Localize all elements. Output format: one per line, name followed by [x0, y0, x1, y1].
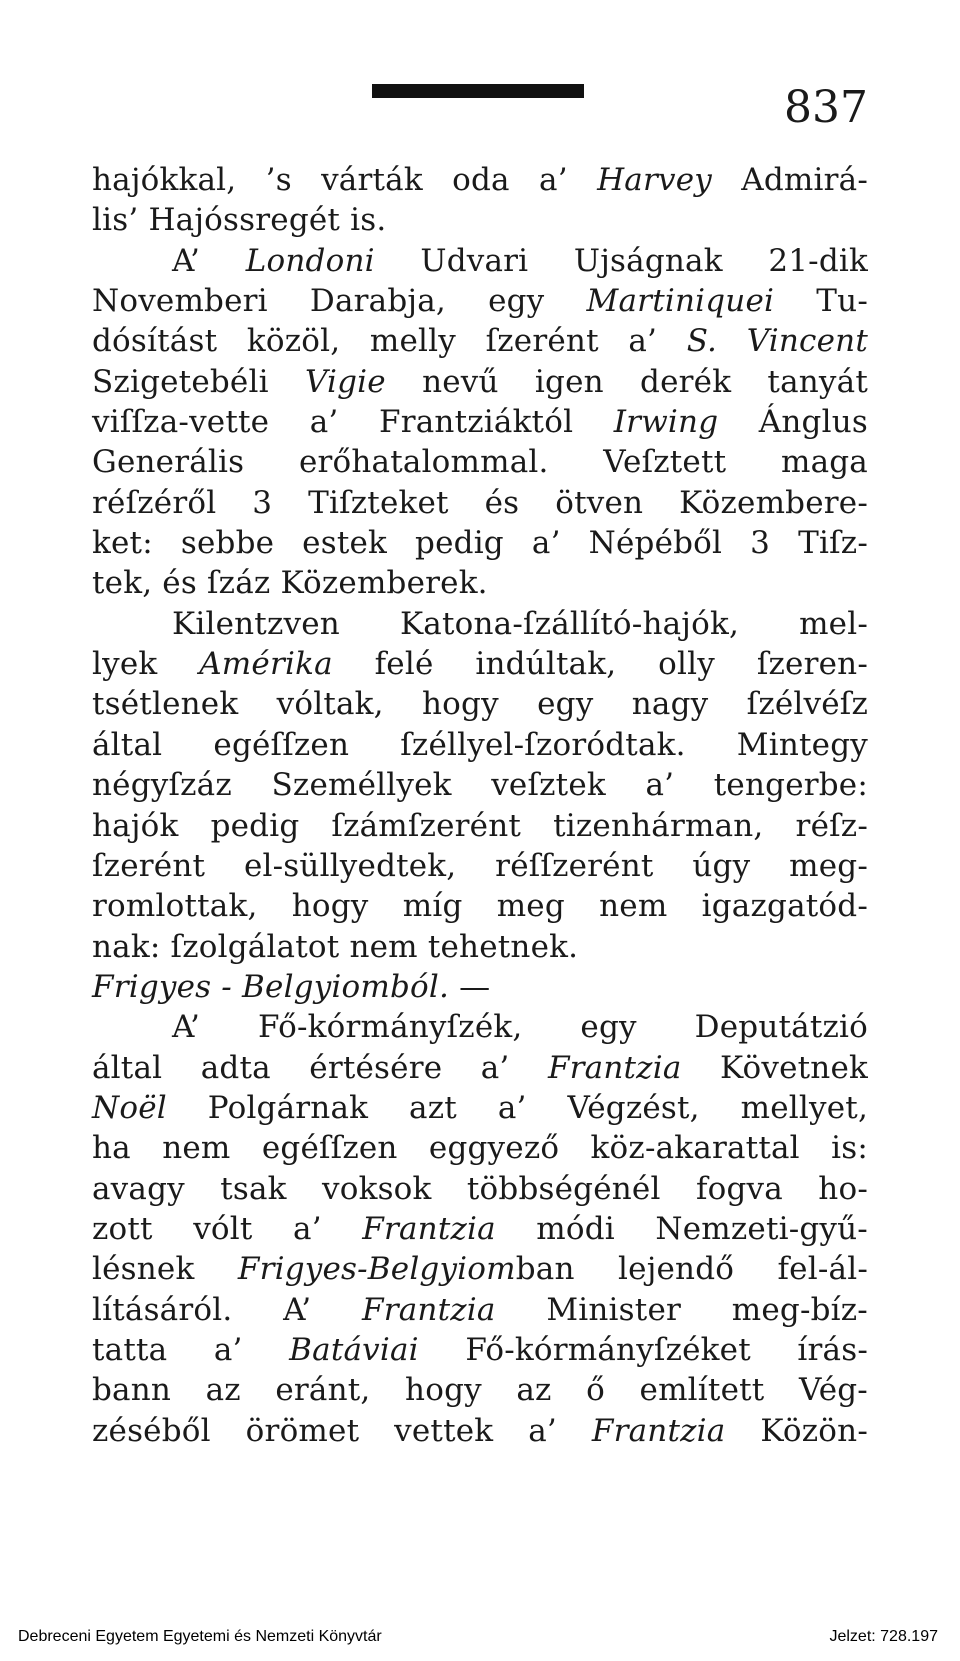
text-run: lis’ Hajóssregét is.: [92, 202, 387, 239]
text-run: bann az eránt, hogy az ő említett Vég-: [92, 1372, 868, 1409]
text-run: avagy tsak voksok többségénél fogva ho-: [92, 1170, 868, 1207]
text-line: [92, 1088, 868, 1128]
text-line: [92, 725, 868, 765]
text-line: [92, 483, 868, 523]
text-run: Fő-kórmányſzéket írás-: [418, 1331, 868, 1368]
text-run: —: [449, 968, 491, 1005]
text-line: [92, 442, 868, 482]
italic-text: Irwing: [613, 404, 719, 441]
text-line: [92, 1370, 868, 1410]
text-line: [92, 765, 868, 805]
italic-text: Vigie: [304, 363, 386, 400]
text-line: [92, 362, 868, 402]
text-run: ſzerént el-süllyedtek, réſſzerént úgy meg-: [92, 847, 868, 884]
text-line: [92, 281, 868, 321]
text-run: Tu-: [774, 283, 868, 320]
text-line: [92, 1128, 868, 1168]
text-line: [92, 846, 868, 886]
text-run: zott vólt a’: [92, 1210, 363, 1247]
italic-text: Frantzia: [547, 1049, 682, 1086]
text-run: viſſza-vette a’ Frantziáktól: [92, 404, 614, 441]
italic-text: Frantzia: [362, 1291, 496, 1328]
page-number: 837: [784, 82, 868, 133]
italic-text: S. Vincent: [686, 323, 868, 360]
text-line: [92, 321, 868, 361]
text-run: A’ Fő-kórmányſzék, egy Deputátzió: [172, 1009, 868, 1046]
text-run: ban lejendő fel-ál-: [515, 1251, 868, 1288]
text-line: [92, 644, 868, 684]
text-line: [92, 563, 868, 603]
text-line: [92, 886, 868, 926]
text-line: [92, 523, 868, 563]
text-run: tek, és ſzáz Közemberek.: [92, 565, 488, 602]
text-line: [92, 402, 868, 442]
text-run: ha nem egéſſzen eggyező köz-akarattal is:: [92, 1130, 868, 1167]
italic-text: Frigyes-Belgyiom: [237, 1251, 516, 1288]
text-run: Ánglus: [718, 404, 868, 441]
text-line: [92, 160, 868, 200]
italic-text: Batáviai: [289, 1331, 419, 1368]
text-line: [92, 1048, 868, 1088]
text-line: [92, 604, 868, 644]
text-run: négyſzáz Személlyek veſztek a’ tengerbe:: [92, 767, 868, 804]
text-run: tsétlenek vóltak, hogy egy nagy ſzélvéſz: [92, 686, 868, 723]
italic-text: Frantzia: [591, 1412, 726, 1449]
text-run: hajókkal, ’s várták oda a’: [92, 162, 598, 198]
text-line: [92, 806, 868, 846]
text-run: Novemberi Darabja, egy: [92, 283, 587, 320]
text-run: lésnek: [92, 1251, 238, 1288]
text-run: Követnek: [681, 1049, 868, 1086]
text-run: Szigetebéli: [92, 363, 305, 400]
text-run: nak: ſzolgálatot nem tehetnek.: [92, 928, 579, 965]
text-run: tatta a’: [92, 1331, 290, 1368]
text-line: [92, 1249, 868, 1289]
text-line: [92, 1209, 868, 1249]
text-run: A’: [172, 242, 246, 279]
text-line: [92, 967, 868, 1007]
text-line: [92, 1290, 868, 1330]
text-run: lyek: [92, 646, 200, 683]
text-run: romlottak, hogy míg meg nem igazgatód-: [92, 888, 868, 925]
text-run: által adta értésére a’: [92, 1049, 548, 1086]
text-run: zéséből örömet vettek a’: [92, 1412, 592, 1449]
text-run: által egéſſzen ſzéllyel-ſzoródtak. Mintegy: [92, 726, 868, 763]
text-run: hajók pedig ſzámſzerént tizenhárman, réſz-: [92, 807, 868, 844]
italic-text: Frantzia: [362, 1210, 496, 1247]
body-text: [92, 160, 868, 1451]
shelfmark: Jelzet: 728.197: [829, 1628, 938, 1645]
text-line: [92, 927, 868, 967]
text-line: [92, 241, 868, 281]
italic-text: Noël: [92, 1089, 167, 1126]
text-run: Minister meg-bíz-: [495, 1291, 868, 1328]
italic-text: Harvey: [597, 162, 712, 198]
text-line: [92, 1411, 868, 1451]
italic-text: Amérika: [199, 646, 333, 683]
text-run: felé indúltak, olly ſzeren-: [332, 646, 868, 683]
text-line: [92, 1007, 868, 1047]
text-run: Kilentzven Katona-ſzállító-hajók, mel-: [172, 605, 868, 642]
text-run: Polgárnak azt a’ Végzést, mellyet,: [166, 1089, 868, 1126]
italic-text: Londoni: [245, 242, 375, 279]
text-line: [92, 684, 868, 724]
text-line: [92, 1169, 868, 1209]
text-run: Admirá-: [711, 162, 868, 198]
text-run: réſzéről 3 Tiſzteket és ötven Közembere-: [92, 484, 868, 521]
text-run: ket: sebbe estek pedig a’ Népéből 3 Tiſz-: [92, 525, 868, 562]
italic-text: Martiniquei: [586, 283, 775, 320]
text-line: [92, 1330, 868, 1370]
text-run: Generális erőhatalommal. Veſztett maga: [92, 444, 868, 481]
header-rule: [372, 84, 584, 98]
text-line: [92, 200, 868, 240]
text-run: módi Nemzeti-gyű-: [495, 1210, 868, 1247]
text-run: lításáról. A’: [92, 1291, 363, 1328]
text-run: nevű igen derék tanyát: [385, 363, 868, 400]
library-credit: Debreceni Egyetem Egyetemi és Nemzeti Könyvtár: [18, 1628, 382, 1645]
italic-text: Frigyes - Belgyiomból.: [92, 968, 450, 1005]
text-run: Közön-: [725, 1412, 868, 1449]
text-run: Udvari Ujságnak 21-dik: [374, 242, 868, 279]
text-run: dósítást közöl, melly ſzerént a’: [92, 323, 687, 360]
